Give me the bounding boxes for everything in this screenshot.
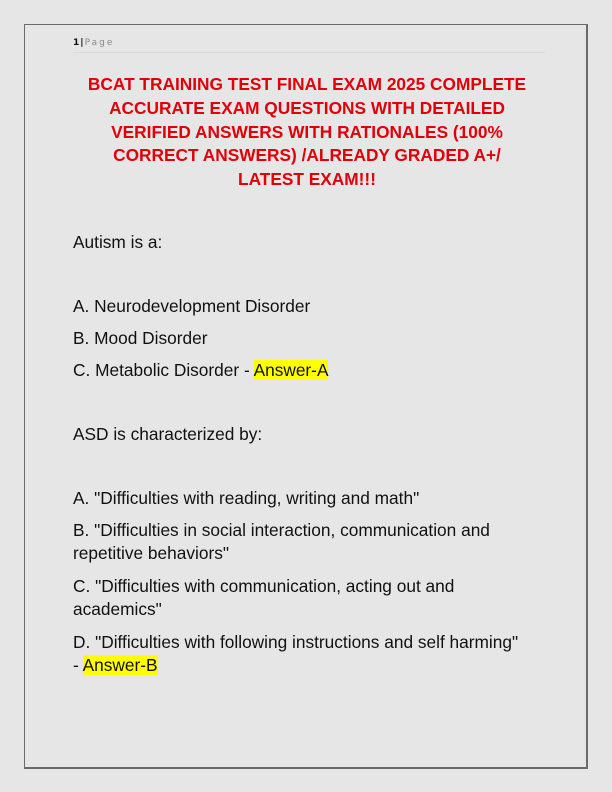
answer-option	[73, 359, 328, 382]
correct-answer-highlight: Answer-B	[82, 655, 158, 675]
answer-option-continued	[73, 654, 158, 677]
answer-option-continued: academics"	[73, 599, 162, 619]
title-line: ACCURATE EXAM QUESTIONS WITH DETAILED	[109, 97, 505, 118]
title-line: CORRECT ANSWERS) /ALREADY GRADED A+/	[113, 145, 501, 166]
answer-option: D. "Difficulties with following instructions and self harming"	[73, 632, 519, 652]
correct-answer-highlight: Answer-A	[253, 360, 329, 380]
answer-option-continued: repetitive behaviors"	[73, 543, 229, 563]
title-line: BCAT TRAINING TEST FINAL EXAM 2025 COMPLETE	[87, 74, 527, 94]
page-label: Page	[84, 38, 115, 48]
answer-option: C. "Difficulties with communication, acting out and	[73, 576, 455, 596]
question-prompt: ASD is characterized by:	[73, 424, 263, 444]
question-prompt: Autism is a:	[73, 232, 163, 252]
answer-option: A. "Difficulties with reading, writing and math"	[73, 488, 420, 508]
answer-option: B. "Difficulties in social interaction, communication and	[73, 520, 490, 540]
option-text: C. Metabolic Disorder -	[73, 360, 254, 380]
answer-option: B. Mood Disorder	[73, 328, 208, 348]
option-text: -	[73, 655, 83, 675]
page-header	[73, 36, 545, 53]
answer-option: A. Neurodevelopment Disorder	[73, 296, 311, 316]
title-line: VERIFIED ANSWERS WITH RATIONALES (100%	[111, 121, 503, 142]
document-title	[49, 73, 565, 192]
document-page	[24, 24, 588, 769]
page-number: 1	[73, 38, 80, 48]
header-separator: |	[80, 38, 84, 48]
title-line: LATEST EXAM!!!	[238, 169, 376, 190]
